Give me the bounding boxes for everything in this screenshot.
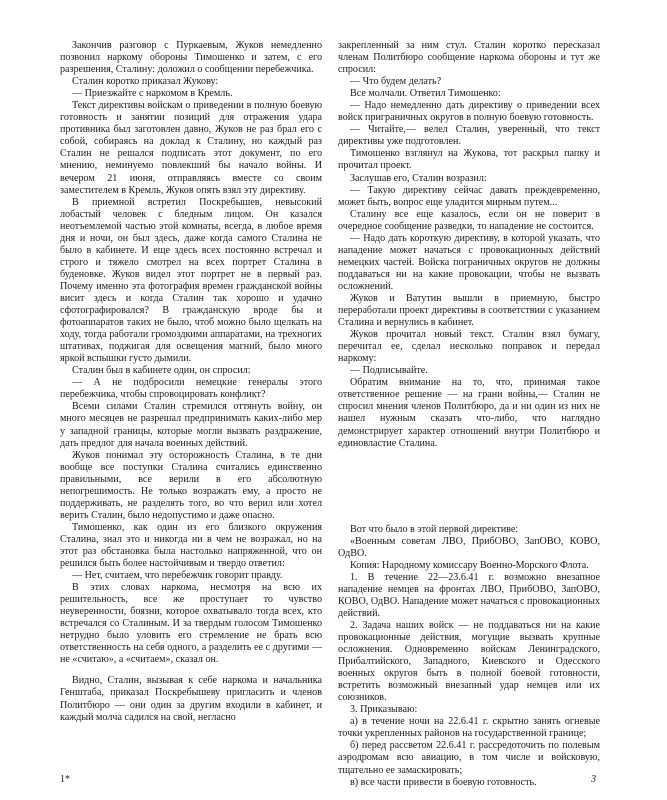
paragraph: Сталин был в кабинете один, он спросил: (72, 365, 251, 377)
section-gap (338, 450, 600, 524)
paragraph: Видно, Сталин, вызывая к себе наркома и начальника Генштаба, приказал Поскребышеву пригласить и членов Политбюро — они один за другим входили в кабинет, и каждый молча садился на свой, негласно (60, 675, 322, 723)
paragraph: закрепленный за ним стул. Сталин коротко переcказал членам Политбюро сообщение наркома обороны и тут же спросил: (338, 40, 600, 76)
paragraph: В этих словах наркома, несмотря на всю их решительность, все же проступает то чувство неуверенности, боязни, которое охватывало тогда всех, кто встречался со Сталиным. И за твердым голосом Тимошенко нетрудно было уловить его стремление не брать всю ответственность на себя одного, а разделить ее с другими — не «считаю», а «считаем», сказал он. (60, 582, 322, 666)
paragraph: Заслушав его, Сталин возразил: (350, 172, 487, 184)
directive-copy: Копия: Народному комиссару Военно-Морского Флота. (350, 559, 589, 571)
section-gap (60, 666, 322, 675)
paragraph: Жуков прочитал новый текст. Сталин взял бумагу, перечитал ее, сделал несколько поправок и передал наркому: (338, 329, 600, 365)
paragraph: Обратим внимание на то, что, принимая такое ответственное решение — на грани войны,— Сталин не спросил мнения членов Политбюро, да и ни один из них не нашел нужным сказать что-либо, что наглядно демонстрирует характер отношений внутри Политбюро и единовластие Сталина. (338, 377, 600, 449)
directive-intro: Вот что было в этой первой директиве: (350, 523, 519, 535)
directive-header: «Военным советам ЛВО, ПрибОВО, ЗапОВО, КОВО, ОдВО. (338, 535, 600, 559)
directive-point: в) все части привести в боевую готовность. (350, 776, 537, 788)
paragraph: Текст директивы войскам о приведении в полную боевую готовность и занятии позиций для отражения удара противника был заготовлен давно, Жуков не раз брал его с собой, собираясь на доклад к Сталину, но каждый раз Сталин не решался подписать этот документ, по его мнению, неминуемо повлекший бы начало войны. И вечером 21 июня, отправляясь вместе со своим заместителем в Кремль, Жуков опять взял эту директиву. (60, 100, 322, 196)
directive-point: а) в течение ночи на 22.6.41 г. скрытно занять огневые точки укрепленных районов на государственной границе; (338, 716, 600, 740)
paragraph: — Читайте,— велел Сталин, уверенный, что текст директивы уже подготовлен. (338, 124, 600, 148)
directive-point: 1. В течение 22—23.6.41 г. возможно внезапное нападение немцев на фронтах ЛВО, ПрибОВО, ЗапОВО, КОВО, ОдВО. Нападение может начаться с провокационных действий. (338, 571, 600, 619)
paragraph: Жуков понимал эту осторожность Сталина, в те дни вообще все поступки Сталина считались единственно правильными, все верили в его абсолютную непогрешимость. Не только возражать ему, а просто не поддерживать, не разделять того, во что верил или хотел верить Сталин, было недопустимо и даже опасно. (60, 449, 322, 521)
paragraph: — Подписывайте. (350, 365, 428, 377)
left-column (60, 40, 322, 724)
paragraph: Тимошенко, как один из его близкого окружения Сталина, знал это и никогда ни в чем не возражал, но на этот раз обстановка была настолько напряженной, что он решился быть более настойчивым и твердо ответил: (60, 521, 322, 570)
paragraph: Сталину все еще казалось, если он не поверит в очередное сообщение разведки, то нападение не состоится. (338, 208, 600, 232)
paragraph: Сталин коротко приказал Жукову: (72, 76, 219, 88)
paragraph: — Нет, считаем, что перебежчик говорит правду. (72, 570, 283, 582)
paragraph: Тимошенко взглянул на Жукова, тот раскрыл папку и прочитал проект. (338, 148, 600, 172)
paragraph: — Такую директиву сейчас давать преждевременно, может быть, вопрос еще уладится мирным путем... (338, 184, 600, 208)
directive-point: 2. Задача наших войск — не поддаваться ни на какие провокационные действия, могущие вызвать крупные осложнения. Одновременно войскам Ленинградского, Прибалтийского, Западного, Киевского и Одесского военных округов быть в полной боевой готовности, встретить возможный внезапный удар немцев или их союзников. (338, 619, 600, 704)
paragraph: Всеми силами Сталин стремился оттянуть войну, он много месяцев не разрешал предпринимать каких-либо мер у западной границы, которые могли вызвать раздражение, дать предлог для начала военных действий. (60, 401, 322, 449)
directive-point: б) перед рассветом 22.6.41 г. рассредоточить по полевым аэродромам всю авиацию, в том числе и войсковую, тщательно ее замаскировать; (338, 740, 600, 776)
signature-mark: 1* (60, 774, 70, 785)
page-number: 3 (591, 774, 596, 785)
paragraph: Закончив разговор с Пуркаевым, Жуков немедленно позвонил наркому обороны Тимошенко и затем, с его разрешения, Сталину: доложил о сообщении перебежчика. (60, 40, 322, 76)
paragraph: В приемной встретил Поскребышев, невысокий лобастый человек с бледным лицом. Он казался неотъемлемой частью этой комнаты, всегда, в любое время дня и ночи, он был здесь, даже когда самого Сталина не было в кабинете. И еще здесь всех постоянно встречал и строго и тяжело смотрел на всех портрет Сталина в буденовке. Жуков видел этот портрет не в первый раз. Почему именно эта фотография времен гражданской войны висит здесь и когда Сталин так хорошо и удачно сфотографировался? В гражданскую вроде бы и фотоаппаратов таких не было, чтоб можно было щелкать на ходу, тогда работали громоздкими аппаратами, на трехногих штативах, поджигая для освещения магний, было много яркой вспышки густо дымили. (60, 196, 322, 365)
paragraph: — А не подбросили немецкие генералы этого перебежчика, чтобы спровоцировать конфликт? (60, 377, 322, 401)
directive-point: 3. Приказываю: (350, 704, 418, 716)
paragraph: — Приезжайте с наркомом в Кремль. (72, 88, 233, 100)
paragraph: Все молчали. Ответил Тимошенко: (350, 88, 501, 100)
paragraph: Жуков и Ватутин вышли в приемную, быстро переработали проект директивы в соответствии с указанием Сталина и вернулись в кабинет. (338, 292, 600, 329)
right-column (338, 40, 600, 789)
paragraph: — Надо немедленно дать директиву о приведении всех войск приграничных округов в полную боевую готовность. (338, 100, 600, 124)
paragraph: — Надо дать короткую директиву, в которой указать, что нападение может начаться с провокационных действий немецких частей. Войска пограничных округов не должны поддаваться ни на какие провокации, чтобы не вызвать осложнений. (338, 232, 600, 292)
paragraph: — Что будем делать? (350, 76, 442, 88)
